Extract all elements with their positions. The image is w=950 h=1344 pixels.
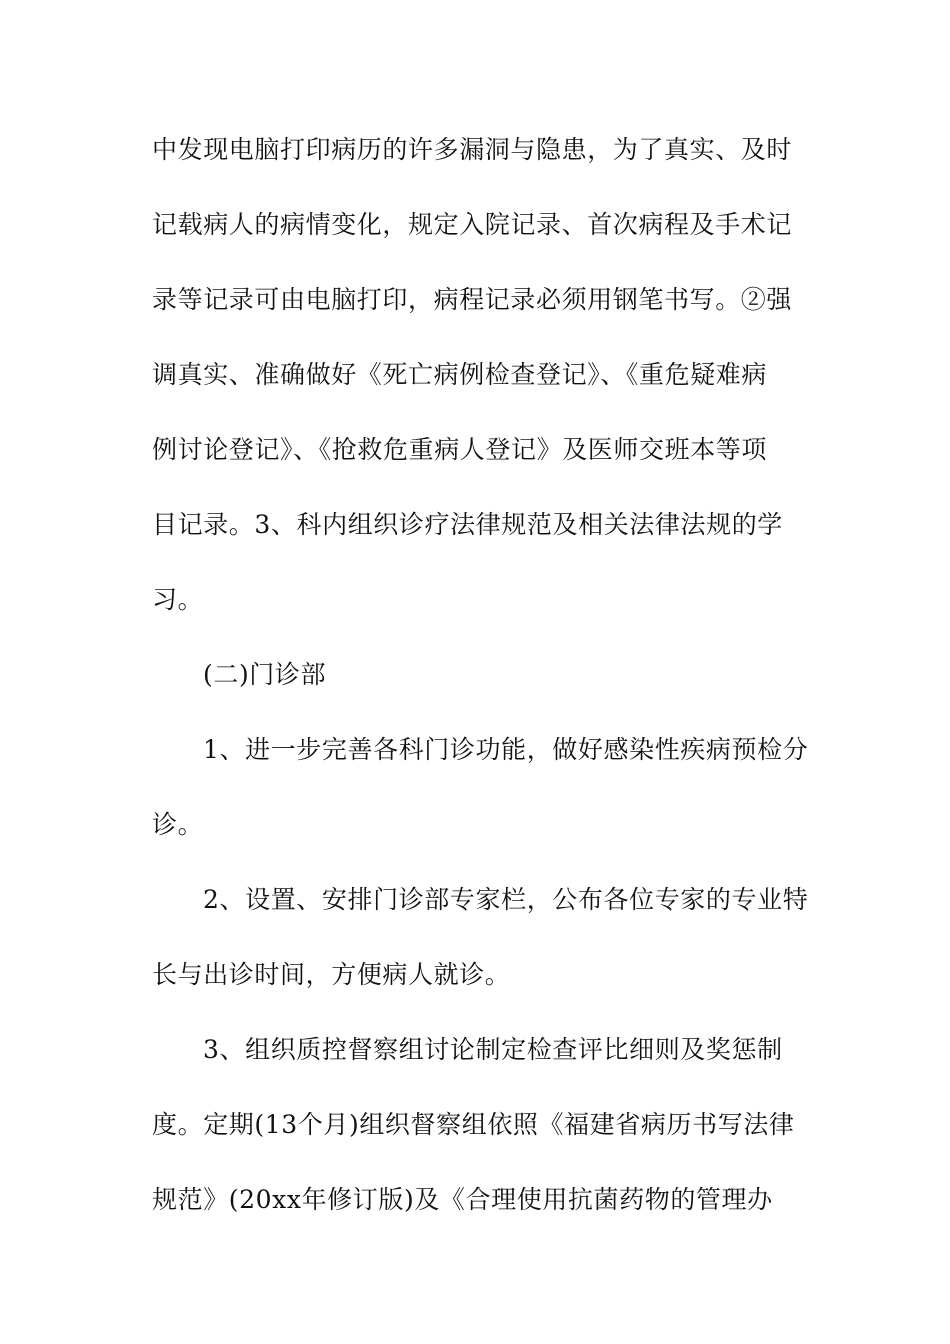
paragraph-line: 规范》(20xx年修订版)及《合理使用抗菌药物的管理办 xyxy=(152,1185,773,1214)
paragraph-line: 例讨论登记》、《抢救危重病人登记》及医师交班本等项 xyxy=(152,435,768,464)
paragraph-line: 诊。 xyxy=(152,810,204,839)
paragraph-line: 目记录。3、科内组织诊疗法律规范及相关法律法规的学 xyxy=(152,510,783,539)
paragraph-line: 度。定期(13个月)组织督察组依照《福建省病历书写法律 xyxy=(152,1110,795,1139)
paragraph-line: 记载病人的病情变化，规定入院记录、首次病程及手术记 xyxy=(152,210,793,239)
paragraph-line: 2、设置、安排门诊部专家栏，公布各位专家的专业特 xyxy=(203,885,809,914)
paragraph-line: 3、组织质控督察组讨论制定检查评比细则及奖惩制 xyxy=(203,1035,783,1064)
paragraph-line: 1、进一步完善各科门诊功能，做好感染性疾病预检分 xyxy=(203,735,809,764)
paragraph-line: 习。 xyxy=(152,585,204,614)
paragraph-line: 调真实、准确做好《死亡病例检查登记》、《重危疑难病 xyxy=(152,360,768,389)
paragraph-line: 长与出诊时间，方便病人就诊。 xyxy=(152,960,511,989)
section-heading: (二)门诊部 xyxy=(203,660,327,689)
paragraph-line: 录等记录可由电脑打印，病程记录必须用钢笔书写。②强 xyxy=(152,285,793,314)
paragraph-line: 中发现电脑打印病历的许多漏洞与隐患，为了真实、及时 xyxy=(152,135,793,164)
